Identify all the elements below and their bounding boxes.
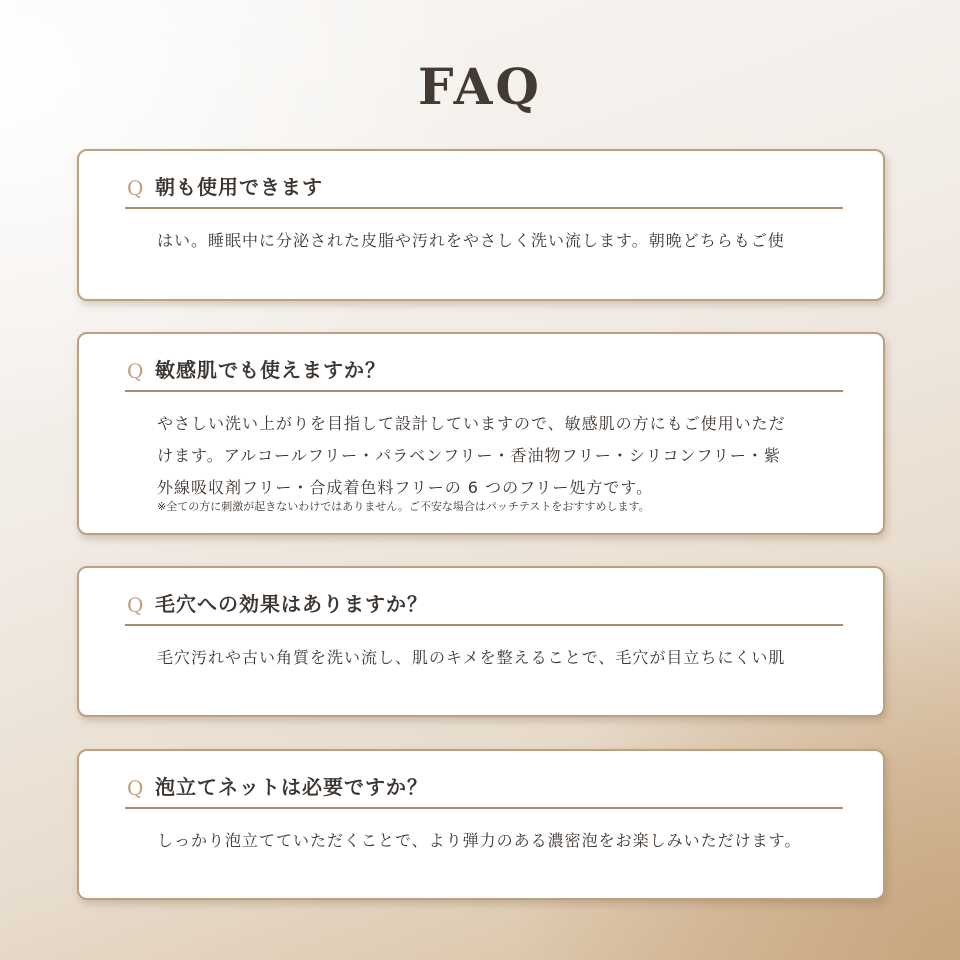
faq-question: 毛穴への効果はありますか？ xyxy=(155,592,428,616)
faq-question: 敏感肌でも使えますか？ xyxy=(155,358,386,382)
faq-answer-line: けます。アルコールフリー・パラベンフリー・香油物フリー・シリコンフリー・紫 xyxy=(157,446,781,465)
faq-question: 泡立てネットは必要ですか？ xyxy=(155,775,428,799)
faq-question-row xyxy=(125,588,843,626)
question-mark-icon: Q xyxy=(127,359,144,383)
faq-answer-line: やさしい洗い上がりを目指して設計していますので、敏感肌の方にもご使用いただ xyxy=(157,414,786,433)
faq-answer xyxy=(157,825,847,857)
faq-note: ※全ての方に刺激が起きないわけではありません。ご不安な場合はパッチテストをおすすめします。 xyxy=(157,500,650,513)
faq-item-sensitive-skin xyxy=(77,332,885,535)
faq-question-row xyxy=(125,171,843,209)
question-mark-icon: Q xyxy=(127,593,144,617)
question-mark-icon: Q xyxy=(127,776,144,800)
question-mark-icon: Q xyxy=(127,176,144,200)
faq-answer xyxy=(157,642,847,674)
faq-question-row xyxy=(125,771,843,809)
faq-answer-line: 外線吸収剤フリー・合成着色料フリーの 6 つのフリー処方です。 xyxy=(157,478,654,497)
faq-answer-line: はい。睡眠中に分泌された皮脂や汚れをやさしく洗い流します。朝晩どちらもご使 xyxy=(157,231,785,250)
faq-question: 朝も使用できます xyxy=(155,175,323,199)
faq-item-foaming-net xyxy=(77,749,885,900)
page-title: FAQ xyxy=(418,57,542,116)
faq-question-row xyxy=(125,354,843,392)
faq-answer-line: 毛穴汚れや古い角質を洗い流し、肌のキメを整えることで、毛穴が目立ちにくい肌 xyxy=(157,648,786,667)
faq-item-morning-use xyxy=(77,149,885,301)
faq-answer xyxy=(157,225,847,257)
faq-answer xyxy=(157,408,847,504)
faq-answer-line: しっかり泡立てていただくことで、より弾力のある濃密泡をお楽しみいただけます。 xyxy=(157,831,802,850)
faq-item-pores xyxy=(77,566,885,717)
